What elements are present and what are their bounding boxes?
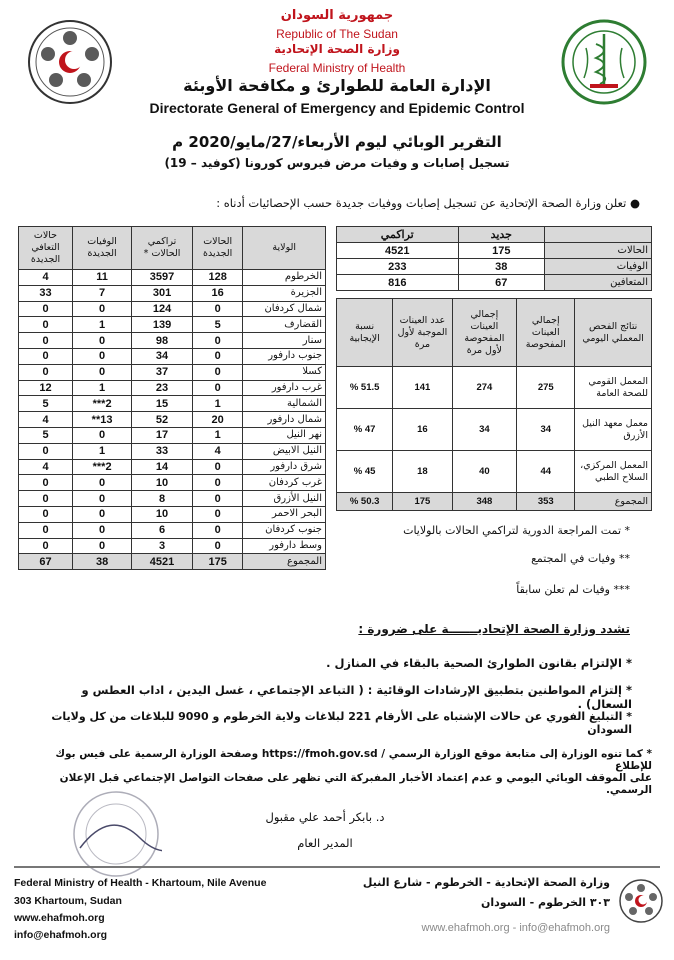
- lab-name-cell: المعمل القومي للصحة العامة: [575, 367, 652, 409]
- lab-name-cell: المعمل المركزي، السلاح الطبي: [575, 451, 652, 493]
- state-name-cell: كسلا: [243, 364, 326, 380]
- table-row: [19, 396, 326, 412]
- footer-divider: [14, 866, 660, 868]
- state-name-cell: جنوب دارفور: [243, 348, 326, 364]
- state-name-cell: الجزيرة: [243, 285, 326, 301]
- bullet-icon: ●: [626, 196, 640, 210]
- lab-total-value: 50.3 %: [337, 493, 393, 511]
- star-icon: *: [621, 656, 632, 670]
- state-value-cell: 0: [19, 538, 73, 554]
- state-value-cell: 52: [132, 412, 193, 428]
- state-value-cell: 5: [192, 317, 243, 333]
- table-row: [337, 409, 652, 451]
- table-row: [19, 364, 326, 380]
- lab-col-name: نتائج الفحص المعملي اليومي: [575, 299, 652, 367]
- footer-en-line3[interactable]: www.ehafmoh.org: [14, 912, 105, 924]
- table-row: [19, 333, 326, 349]
- official-stamp: [70, 788, 162, 884]
- summary-table: [336, 226, 652, 291]
- state-value-cell: 23: [132, 380, 193, 396]
- table-row: [337, 259, 652, 275]
- col-state: الولاية: [243, 227, 326, 270]
- lab-total-value: 353: [517, 493, 575, 511]
- directive-text-1: الإلتزام بقانون الطوارئ الصحية بالبقاء في المنازل .: [326, 656, 622, 670]
- table-row: [19, 459, 326, 475]
- state-value-cell: 10: [132, 506, 193, 522]
- summary-label-cell: الوفيات: [545, 259, 652, 275]
- state-value-cell: 33: [132, 443, 193, 459]
- footer-en-line1: Federal Ministry of Health - Khartoum, Nile Avenue: [14, 877, 267, 889]
- state-value-cell: 4: [19, 459, 73, 475]
- directives-heading: تشدد وزارة الصحة الإتحاديـــــــة على ضرورة :: [358, 622, 630, 636]
- state-name-cell: وسط دارفور: [243, 538, 326, 554]
- state-value-cell: 1: [73, 380, 132, 396]
- note-star1-text: تمت المراجعة الدورية لتراكمي الحالات بالولايات: [403, 524, 621, 537]
- total-label-cell: المجموع: [243, 554, 326, 570]
- state-value-cell: 2***: [73, 396, 132, 412]
- state-value-cell: 0: [73, 506, 132, 522]
- state-value-cell: 34: [132, 348, 193, 364]
- state-value-cell: 8: [132, 491, 193, 507]
- lab-value-cell: 40: [452, 451, 517, 493]
- state-name-cell: النيل الابيض: [243, 443, 326, 459]
- website-line-2: على الموقف الوبائي اليومي و عدم إعتماد الأخبار المفبركة التي تظهر على صفحات التواصل الإجتماعي قبل الإعلان الرسمي.: [59, 772, 652, 796]
- state-value-cell: 3: [132, 538, 193, 554]
- table-row: [337, 451, 652, 493]
- lab-value-cell: 274: [452, 367, 517, 409]
- lab-value-cell: 275: [517, 367, 575, 409]
- header-en-ministry: Federal Ministry of Health: [268, 61, 406, 75]
- state-value-cell: 2***: [73, 459, 132, 475]
- lab-value-cell: 16: [393, 409, 452, 451]
- summary-header-blank: [545, 227, 652, 243]
- state-value-cell: 4: [19, 270, 73, 286]
- col-total-cases: تراكمي الحالات *: [132, 227, 193, 270]
- table-row: [19, 491, 326, 507]
- summary-value-cell: 38: [458, 259, 544, 275]
- state-name-cell: نهر النيل: [243, 427, 326, 443]
- table-row: [19, 506, 326, 522]
- note-star2: [300, 552, 630, 565]
- state-value-cell: 0: [19, 506, 73, 522]
- summary-value-cell: 175: [458, 243, 544, 259]
- lab-col-tested: إجمالي العينات المفحوصة: [517, 299, 575, 367]
- state-value-cell: 0: [192, 475, 243, 491]
- header-ar-ministry: وزارة الصحة الإتحادية: [274, 42, 400, 56]
- footer-ar-line1: وزارة الصحة الإتحادية - الخرطوم - شارع النيل: [362, 876, 610, 889]
- total-value-cell: 67: [19, 554, 73, 570]
- state-value-cell: 1: [192, 427, 243, 443]
- state-name-cell: النيل الأزرق: [243, 491, 326, 507]
- star-icon: *: [642, 748, 652, 760]
- lab-col-rate: نسبة الإيجابية: [337, 299, 393, 367]
- lab-value-cell: 34: [517, 409, 575, 451]
- state-value-cell: 128: [192, 270, 243, 286]
- state-value-cell: 0: [73, 364, 132, 380]
- state-value-cell: 15: [132, 396, 193, 412]
- note-star2-text: وفيات في المجتمع: [531, 552, 616, 565]
- website-line: [28, 748, 652, 772]
- state-value-cell: 0: [19, 522, 73, 538]
- states-table: [18, 226, 326, 570]
- state-value-cell: 0: [192, 364, 243, 380]
- state-value-cell: 12: [19, 380, 73, 396]
- state-value-cell: 0: [19, 475, 73, 491]
- footer-en-line4[interactable]: info@ehafmoh.org: [14, 929, 108, 941]
- state-value-cell: 0: [192, 333, 243, 349]
- state-name-cell: شمال كردفان: [243, 301, 326, 317]
- table-row: [19, 427, 326, 443]
- state-value-cell: 0: [192, 506, 243, 522]
- state-value-cell: 0: [192, 522, 243, 538]
- state-value-cell: 1: [73, 443, 132, 459]
- lab-value-cell: 18: [393, 451, 452, 493]
- state-value-cell: 5: [19, 396, 73, 412]
- state-name-cell: غرب كردفان: [243, 475, 326, 491]
- directive-item-3: [30, 710, 632, 736]
- directive-text-3: التبليغ الفوري عن حالات الإشتباه على الأرقام 221 لبلاغات ولاية الخرطوم و 9090 للبلاغات من كل ولايات السودان: [51, 710, 632, 736]
- table-total-row: [337, 493, 652, 511]
- note-star3: [300, 583, 630, 596]
- summary-header-new: جديد: [458, 227, 544, 243]
- state-value-cell: 17: [132, 427, 193, 443]
- state-value-cell: 1: [192, 396, 243, 412]
- state-value-cell: 0: [19, 317, 73, 333]
- note-star3-text: وفيات لم تعلن سابقاً: [516, 583, 610, 596]
- total-value-cell: 175: [192, 554, 243, 570]
- table-row: [337, 275, 652, 291]
- signatory-name: د. بابكر أحمد علي مقبول: [265, 810, 385, 824]
- directive-item-2: [60, 683, 632, 711]
- state-value-cell: 13**: [73, 412, 132, 428]
- state-name-cell: شرق دارفور: [243, 459, 326, 475]
- table-row: [19, 522, 326, 538]
- star-icon: *: [622, 710, 632, 723]
- state-value-cell: 0: [192, 538, 243, 554]
- state-value-cell: 0: [19, 333, 73, 349]
- table-total-row: [19, 554, 326, 570]
- state-value-cell: 98: [132, 333, 193, 349]
- state-value-cell: 0: [19, 443, 73, 459]
- state-value-cell: 0: [73, 348, 132, 364]
- state-name-cell: البحر الاحمر: [243, 506, 326, 522]
- state-value-cell: 0: [73, 301, 132, 317]
- website-text: كما تنوه الوزارة إلى متابعة موقع الوزارة الرسمي / https://fmoh.gov.sd وصفحة الوزارة الرسمية على فيس بوك للإطلاع: [55, 748, 652, 772]
- directive-text-2: إلتزام المواطنين بتطبيق الإرشادات الوقائية : ( التباعد الإجتماعي ، غسل اليدين ، اداب العطس و السعال) .: [81, 683, 632, 711]
- lab-value-cell: 141: [393, 367, 452, 409]
- col-recovered: حالات التعافي الجديدة: [19, 227, 73, 270]
- header-en-republic: Republic of The Sudan: [276, 27, 398, 41]
- state-value-cell: 0: [192, 491, 243, 507]
- state-value-cell: 11: [73, 270, 132, 286]
- state-value-cell: 0: [73, 427, 132, 443]
- state-value-cell: 0: [19, 491, 73, 507]
- state-value-cell: 4: [192, 443, 243, 459]
- lab-col-first: إجمالي العينات المفحوصة لأول مرة: [452, 299, 517, 367]
- header-ar-directorate: الإدارة العامة للطوارئ و مكافحة الأوبئة: [183, 76, 491, 95]
- table-row: [19, 443, 326, 459]
- state-value-cell: 0: [192, 380, 243, 396]
- summary-value-cell: 233: [337, 259, 459, 275]
- table-row: [19, 412, 326, 428]
- state-value-cell: 124: [132, 301, 193, 317]
- state-name-cell: شمال دارفور: [243, 412, 326, 428]
- state-name-cell: الشمالية: [243, 396, 326, 412]
- state-value-cell: 0: [19, 301, 73, 317]
- state-name-cell: القضارف: [243, 317, 326, 333]
- table-row: [19, 380, 326, 396]
- state-name-cell: سنار: [243, 333, 326, 349]
- header-en-directorate: Directorate General of Emergency and Epidemic Control: [149, 100, 525, 116]
- signatory-role: المدير العام: [297, 836, 353, 850]
- state-value-cell: 7: [73, 285, 132, 301]
- total-value-cell: 38: [73, 554, 132, 570]
- state-value-cell: 33: [19, 285, 73, 301]
- table-row: [19, 538, 326, 554]
- table-row: [19, 285, 326, 301]
- table-row: [19, 301, 326, 317]
- state-value-cell: 301: [132, 285, 193, 301]
- summary-label-cell: الحالات: [545, 243, 652, 259]
- note-star2-mark: **: [619, 552, 630, 565]
- summary-label-cell: المتعافين: [545, 275, 652, 291]
- star-icon: *: [621, 683, 632, 697]
- state-value-cell: 0: [73, 475, 132, 491]
- state-value-cell: 0: [73, 538, 132, 554]
- intro-text: تعلن وزارة الصحة الإتحادية عن تسجيل إصابات ووفيات جديدة حسب الإحصائيات أدناه :: [216, 196, 627, 210]
- report-title: التقرير الوبائي ليوم الأربعاء/27/مايو/2020 م: [172, 133, 502, 151]
- note-star3-mark: ***: [613, 583, 630, 596]
- footer-en-line2: 303 Khartoum, Sudan: [14, 895, 122, 907]
- summary-value-cell: 67: [458, 275, 544, 291]
- header-ar-republic: جمهورية السودان: [280, 8, 394, 23]
- table-row: [19, 475, 326, 491]
- state-value-cell: 139: [132, 317, 193, 333]
- col-new-deaths: الوفيات الجديدة: [73, 227, 132, 270]
- lab-value-cell: 45 %: [337, 451, 393, 493]
- lab-value-cell: 34: [452, 409, 517, 451]
- state-value-cell: 0: [192, 348, 243, 364]
- labs-table: [336, 298, 652, 511]
- footer-web[interactable]: www.ehafmoh.org - info@ehafmoh.org: [421, 922, 610, 934]
- lab-value-cell: 44: [517, 451, 575, 493]
- directive-item-1: [60, 656, 632, 670]
- summary-header-total: تراكمي: [337, 227, 459, 243]
- lab-total-value: 175: [393, 493, 452, 511]
- table-row: [19, 270, 326, 286]
- summary-value-cell: 816: [337, 275, 459, 291]
- col-new-cases: الحالات الجديدة: [192, 227, 243, 270]
- total-value-cell: 4521: [132, 554, 193, 570]
- state-value-cell: 0: [19, 364, 73, 380]
- table-row: [19, 317, 326, 333]
- lab-value-cell: 47 %: [337, 409, 393, 451]
- table-row: [337, 243, 652, 259]
- state-value-cell: 5: [19, 427, 73, 443]
- state-value-cell: 0: [19, 348, 73, 364]
- state-name-cell: جنوب كردفان: [243, 522, 326, 538]
- state-value-cell: 0: [192, 301, 243, 317]
- lab-total-value: 348: [452, 493, 517, 511]
- note-star1: [300, 524, 630, 537]
- report-intro: [150, 196, 640, 210]
- state-value-cell: 4: [19, 412, 73, 428]
- state-value-cell: 0: [73, 333, 132, 349]
- lab-col-positive: عدد العينات الموجبة لأول مرة: [393, 299, 452, 367]
- report-subtitle: تسجيل إصابات و وفيات مرض فيروس كورونا (كوفيد – 19): [164, 156, 510, 170]
- state-value-cell: 16: [192, 285, 243, 301]
- state-value-cell: 0: [73, 522, 132, 538]
- state-name-cell: غرب دارفور: [243, 380, 326, 396]
- lab-total-label: المجموع: [575, 493, 652, 511]
- table-row: [337, 367, 652, 409]
- state-value-cell: 10: [132, 475, 193, 491]
- state-value-cell: 14: [132, 459, 193, 475]
- state-value-cell: 20: [192, 412, 243, 428]
- note-star1-mark: *: [624, 524, 630, 537]
- state-name-cell: الخرطوم: [243, 270, 326, 286]
- summary-value-cell: 4521: [337, 243, 459, 259]
- state-value-cell: 6: [132, 522, 193, 538]
- lab-value-cell: 51.5 %: [337, 367, 393, 409]
- lab-name-cell: معمل معهد النيل الأزرق: [575, 409, 652, 451]
- table-row: [19, 348, 326, 364]
- state-value-cell: 37: [132, 364, 193, 380]
- footer-emblem-logo: [618, 878, 664, 928]
- state-value-cell: 0: [73, 491, 132, 507]
- state-value-cell: 3597: [132, 270, 193, 286]
- state-value-cell: 0: [192, 459, 243, 475]
- footer-ar-line2: ٣٠٣ الخرطوم - السودان: [481, 896, 610, 909]
- state-value-cell: 1: [73, 317, 132, 333]
